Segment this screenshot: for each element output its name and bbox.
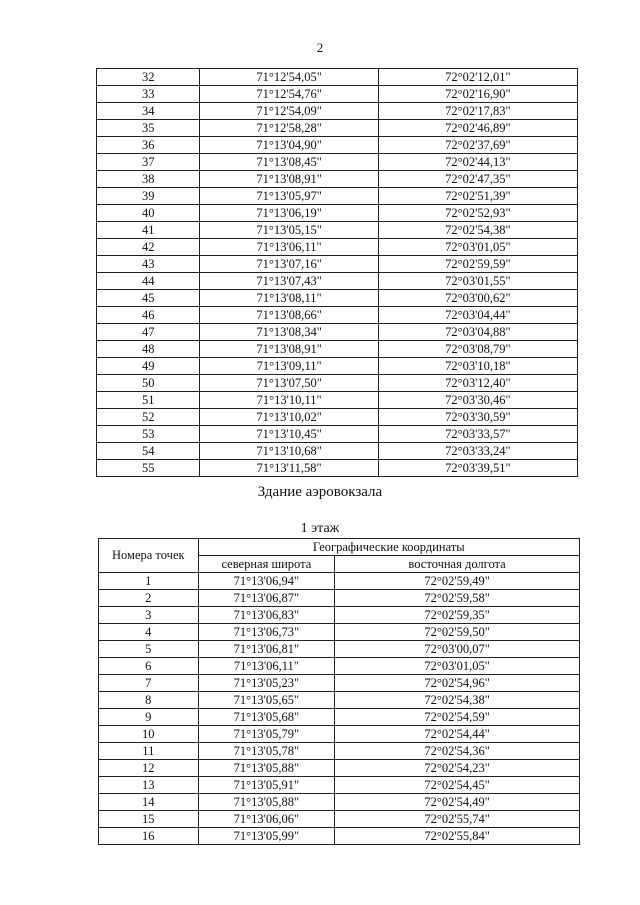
table-row: [97, 103, 578, 120]
latitude-cell: 71°13'06,87": [198, 590, 335, 607]
latitude-cell: 71°13'05,68": [198, 709, 335, 726]
latitude-cell: 71°12'58,28": [200, 120, 378, 137]
longitude-cell: 72°02'54,59": [335, 709, 580, 726]
latitude-cell: 71°13'10,68": [200, 443, 378, 460]
point-number-cell: 7: [99, 675, 199, 692]
latitude-cell: 71°13'06,11": [200, 239, 378, 256]
point-number-cell: 11: [99, 743, 199, 760]
longitude-cell: 72°02'12,01": [378, 69, 577, 86]
point-number-cell: 8: [99, 692, 199, 709]
latitude-cell: 71°13'05,88": [198, 794, 335, 811]
table-row: [99, 760, 580, 777]
longitude-cell: 72°02'47,35": [378, 171, 577, 188]
latitude-cell: 71°13'05,15": [200, 222, 378, 239]
latitude-cell: 71°13'06,19": [200, 205, 378, 222]
longitude-cell: 72°02'54,36": [335, 743, 580, 760]
longitude-cell: 72°02'17,83": [378, 103, 577, 120]
longitude-cell: 72°02'54,96": [335, 675, 580, 692]
point-number-cell: 33: [97, 86, 200, 103]
longitude-cell: 72°03'04,44": [378, 307, 577, 324]
latitude-cell: 71°13'06,11": [198, 658, 335, 675]
latitude-cell: 71°13'10,11": [200, 392, 378, 409]
longitude-cell: 72°02'59,50": [335, 624, 580, 641]
header-row: [99, 539, 580, 556]
longitude-cell: 72°03'12,40": [378, 375, 577, 392]
longitude-cell: 72°02'55,84": [335, 828, 580, 845]
latitude-cell: 71°12'54,09": [200, 103, 378, 120]
longitude-cell: 72°03'39,51": [378, 460, 577, 477]
longitude-cell: 72°03'33,24": [378, 443, 577, 460]
coordinates-table-body: [97, 69, 578, 477]
longitude-cell: 72°02'16,90": [378, 86, 577, 103]
longitude-cell: 72°03'00,62": [378, 290, 577, 307]
point-number-cell: 34: [97, 103, 200, 120]
table-row: [99, 675, 580, 692]
longitude-cell: 72°03'30,46": [378, 392, 577, 409]
latitude-cell: 71°13'06,94": [198, 573, 335, 590]
longitude-cell: 72°02'54,49": [335, 794, 580, 811]
latitude-cell: 71°13'11,58": [200, 460, 378, 477]
latitude-cell: 71°13'07,50": [200, 375, 378, 392]
point-number-cell: 47: [97, 324, 200, 341]
latitude-cell: 71°13'08,91": [200, 341, 378, 358]
longitude-cell: 72°03'04,88": [378, 324, 577, 341]
point-number-cell: 32: [97, 69, 200, 86]
latitude-cell: 71°13'05,65": [198, 692, 335, 709]
latitude-cell: 71°13'07,43": [200, 273, 378, 290]
table-row: [99, 607, 580, 624]
header-latitude: северная широта: [198, 556, 335, 573]
longitude-cell: 72°02'59,35": [335, 607, 580, 624]
longitude-cell: 72°02'54,38": [378, 222, 577, 239]
table-row: [97, 239, 578, 256]
section-heading: Здание аэровокзала: [257, 484, 383, 500]
table-row: [97, 409, 578, 426]
longitude-cell: 72°02'54,38": [335, 692, 580, 709]
point-number-cell: 2: [99, 590, 199, 607]
point-number-cell: 38: [97, 171, 200, 188]
table-row: [99, 624, 580, 641]
latitude-cell: 71°13'06,06": [198, 811, 335, 828]
point-number-cell: 12: [99, 760, 199, 777]
table-row: [97, 443, 578, 460]
latitude-cell: 71°13'08,11": [200, 290, 378, 307]
point-number-cell: 41: [97, 222, 200, 239]
point-number-cell: 46: [97, 307, 200, 324]
latitude-cell: 71°13'08,34": [200, 324, 378, 341]
longitude-cell: 72°03'33,57": [378, 426, 577, 443]
point-number-cell: 4: [99, 624, 199, 641]
point-number-cell: 6: [99, 658, 199, 675]
latitude-cell: 71°13'10,02": [200, 409, 378, 426]
latitude-cell: 71°13'05,23": [198, 675, 335, 692]
table-row: [97, 137, 578, 154]
table-row: [97, 375, 578, 392]
table-row: [97, 256, 578, 273]
table-row: [99, 726, 580, 743]
point-number-cell: 13: [99, 777, 199, 794]
terminal-table-body: [99, 573, 580, 845]
point-number-cell: 52: [97, 409, 200, 426]
latitude-cell: 71°13'05,88": [198, 760, 335, 777]
longitude-cell: 72°02'59,59": [378, 256, 577, 273]
floor-heading: 1 этаж: [300, 521, 340, 536]
point-number-cell: 37: [97, 154, 200, 171]
table-row: [97, 86, 578, 103]
table-row: [97, 341, 578, 358]
latitude-cell: 71°13'05,99": [198, 828, 335, 845]
table-row: [99, 641, 580, 658]
latitude-cell: 71°13'08,66": [200, 307, 378, 324]
point-number-cell: 45: [97, 290, 200, 307]
latitude-cell: 71°13'05,79": [198, 726, 335, 743]
table-row: [97, 205, 578, 222]
table-row: [97, 324, 578, 341]
latitude-cell: 71°13'06,83": [198, 607, 335, 624]
point-number-cell: 55: [97, 460, 200, 477]
latitude-cell: 71°13'05,91": [198, 777, 335, 794]
point-number-cell: 10: [99, 726, 199, 743]
longitude-cell: 72°02'54,45": [335, 777, 580, 794]
point-number-cell: 51: [97, 392, 200, 409]
table-header: [99, 539, 580, 573]
terminal-coordinates-table: [98, 538, 580, 845]
table-row: [97, 154, 578, 171]
longitude-cell: 72°02'54,23": [335, 760, 580, 777]
header-longitude: восточная долгота: [335, 556, 580, 573]
table-row: [99, 777, 580, 794]
header-point-number: Номера точек: [99, 539, 199, 573]
header-geo-coordinates: Географические координаты: [198, 539, 579, 556]
latitude-cell: 71°13'09,11": [200, 358, 378, 375]
point-number-cell: 16: [99, 828, 199, 845]
longitude-cell: 72°02'52,93": [378, 205, 577, 222]
longitude-cell: 72°02'54,44": [335, 726, 580, 743]
latitude-cell: 71°13'05,78": [198, 743, 335, 760]
table-row: [99, 692, 580, 709]
point-number-cell: 15: [99, 811, 199, 828]
point-number-cell: 1: [99, 573, 199, 590]
point-number-cell: 36: [97, 137, 200, 154]
point-number-cell: 43: [97, 256, 200, 273]
point-number-cell: 49: [97, 358, 200, 375]
point-number-cell: 48: [97, 341, 200, 358]
point-number-cell: 35: [97, 120, 200, 137]
longitude-cell: 72°02'59,49": [335, 573, 580, 590]
longitude-cell: 72°03'01,55": [378, 273, 577, 290]
latitude-cell: 71°13'05,97": [200, 188, 378, 205]
table-row: [97, 290, 578, 307]
longitude-cell: 72°02'59,58": [335, 590, 580, 607]
point-number-cell: 53: [97, 426, 200, 443]
table-row: [97, 222, 578, 239]
table-row: [99, 709, 580, 726]
point-number-cell: 39: [97, 188, 200, 205]
point-number-cell: 14: [99, 794, 199, 811]
table-row: [97, 188, 578, 205]
table-row: [99, 590, 580, 607]
longitude-cell: 72°02'55,74": [335, 811, 580, 828]
point-number-cell: 50: [97, 375, 200, 392]
point-number-cell: 3: [99, 607, 199, 624]
table-row: [97, 460, 578, 477]
point-number-cell: 5: [99, 641, 199, 658]
latitude-cell: 71°13'08,45": [200, 154, 378, 171]
table-row: [97, 120, 578, 137]
point-number-cell: 40: [97, 205, 200, 222]
latitude-cell: 71°13'06,73": [198, 624, 335, 641]
latitude-cell: 71°13'06,81": [198, 641, 335, 658]
table-row: [97, 426, 578, 443]
longitude-cell: 72°02'51,39": [378, 188, 577, 205]
latitude-cell: 71°13'04,90": [200, 137, 378, 154]
longitude-cell: 72°03'08,79": [378, 341, 577, 358]
table-row: [97, 392, 578, 409]
longitude-cell: 72°03'10,18": [378, 358, 577, 375]
latitude-cell: 71°12'54,05": [200, 69, 378, 86]
table-row: [99, 794, 580, 811]
longitude-cell: 72°03'00,07": [335, 641, 580, 658]
point-number-cell: 9: [99, 709, 199, 726]
point-number-cell: 44: [97, 273, 200, 290]
table-row: [99, 573, 580, 590]
longitude-cell: 72°03'01,05": [378, 239, 577, 256]
latitude-cell: 71°13'10,45": [200, 426, 378, 443]
table-row: [99, 811, 580, 828]
point-number-cell: 54: [97, 443, 200, 460]
longitude-cell: 72°03'30,59": [378, 409, 577, 426]
latitude-cell: 71°13'08,91": [200, 171, 378, 188]
point-number-cell: 42: [97, 239, 200, 256]
table-row: [97, 307, 578, 324]
coordinates-table-continued: [96, 68, 578, 477]
table-row: [99, 743, 580, 760]
table-row: [99, 658, 580, 675]
table-row: [97, 69, 578, 86]
latitude-cell: 71°12'54,76": [200, 86, 378, 103]
longitude-cell: 72°02'37,69": [378, 137, 577, 154]
longitude-cell: 72°03'01,05": [335, 658, 580, 675]
table-row: [97, 171, 578, 188]
table-row: [97, 358, 578, 375]
page-number: 2: [316, 40, 324, 55]
latitude-cell: 71°13'07,16": [200, 256, 378, 273]
longitude-cell: 72°02'44,13": [378, 154, 577, 171]
longitude-cell: 72°02'46,89": [378, 120, 577, 137]
table-row: [99, 828, 580, 845]
table-row: [97, 273, 578, 290]
